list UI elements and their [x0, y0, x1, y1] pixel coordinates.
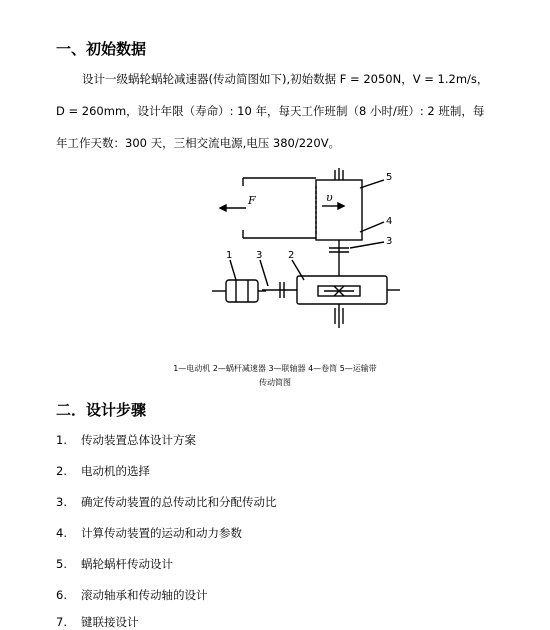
leader-3b: [350, 242, 384, 248]
paragraph-line-1: 设计一级蜗轮蜗轮减速器(传动简图如下),初始数据 F = 2050N，V = 1.2m/s，: [82, 72, 489, 86]
motor-body: [226, 280, 258, 302]
drum-rect: [316, 180, 362, 240]
step-item: [56, 556, 173, 572]
label-1: 1: [226, 250, 233, 261]
diagram-legend: 1—电动机 2—蜗杆减速器 3—联轴器 4—卷筒 5—运输带: [173, 364, 377, 373]
step-number: 2.: [56, 464, 67, 478]
step-number: 1.: [56, 433, 67, 447]
step-text: 电动机的选择: [81, 464, 150, 478]
section-heading-initial-data: 一、初始数据: [56, 40, 147, 58]
paragraph-line-2: D = 260mm，设计年限（寿命）: 10 年，每天工作班制（8 小时/班）: 2 班制，每: [56, 104, 485, 118]
step-text: 键联接设计: [81, 615, 139, 629]
leader-3a: [260, 260, 268, 286]
step-item: [56, 463, 150, 479]
label-3a: 3: [256, 250, 263, 261]
step-text: 确定传动装置的总传动比和分配传动比: [81, 495, 277, 509]
leader-1: [230, 260, 236, 280]
step-text: 计算传动装置的运动和动力参数: [81, 526, 242, 540]
label-5: 5: [386, 172, 393, 183]
velocity-label: υ: [326, 191, 333, 204]
force-label: F: [248, 194, 256, 207]
reducer-housing: [297, 276, 387, 304]
velocity-arrowhead: [338, 203, 344, 209]
label-2: 2: [288, 250, 295, 261]
diagram-title: 传动简图: [259, 378, 291, 387]
leader-5: [360, 180, 384, 188]
step-item: [56, 494, 277, 510]
step-number: 6.: [56, 588, 67, 602]
force-arrowhead: [220, 205, 226, 211]
step-text: 蜗轮蜗杆传动设计: [81, 557, 173, 571]
label-4: 4: [386, 216, 393, 227]
section-heading-design-steps: 二．设计步骤: [56, 401, 147, 419]
step-number: 5.: [56, 557, 67, 571]
step-text: 滚动轴承和传动轴的设计: [81, 588, 208, 602]
paragraph-line-3: 年工作天数：300 天，三相交流电源,电压 380/220V。: [56, 136, 341, 150]
step-item: [56, 587, 208, 603]
step-item: [56, 614, 139, 630]
step-number: 3.: [56, 495, 67, 509]
leader-4: [360, 222, 384, 232]
step-number: 7.: [56, 615, 67, 629]
step-text: 传动装置总体设计方案: [81, 433, 196, 447]
step-number: 4.: [56, 526, 67, 540]
step-item: [56, 525, 242, 541]
step-item: [56, 432, 196, 448]
label-3b: 3: [386, 236, 393, 247]
transmission-diagram: [200, 168, 430, 358]
